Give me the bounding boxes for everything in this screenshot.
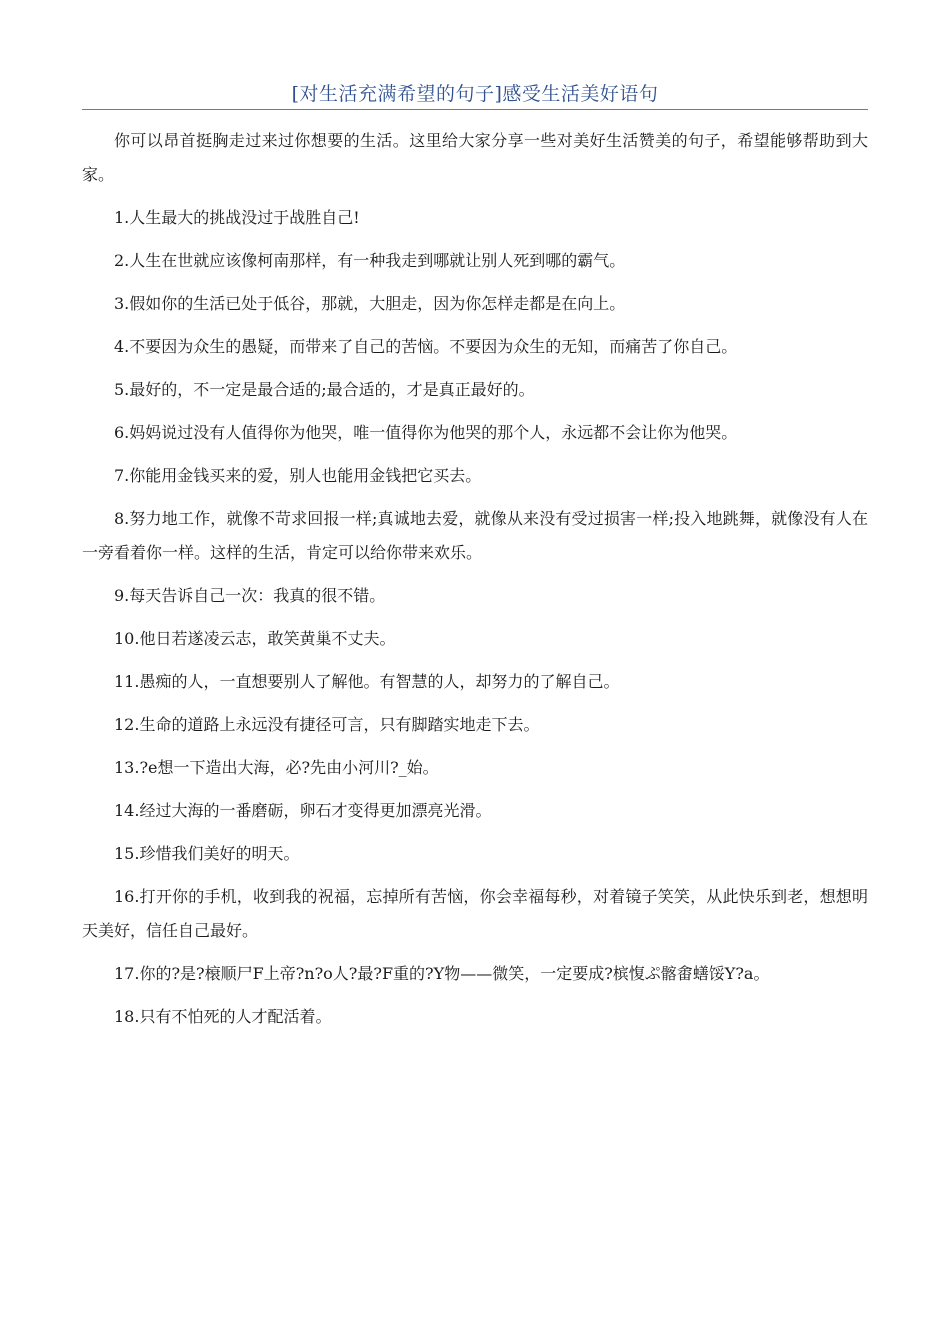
- list-item: 2.人生在世就应该像柯南那样，有一种我走到哪就让别人死到哪的霸气。: [114, 251, 626, 270]
- page-header-title: [对生活充满希望的句子]感受生活美好语句: [291, 83, 659, 105]
- list-item: 15.珍惜我们美好的明天。: [114, 844, 300, 863]
- header-divider: [82, 109, 868, 110]
- list-item: 3.假如你的生活已处于低谷，那就，大胆走，因为你怎样走都是在向上。: [114, 294, 626, 313]
- list-item: 14.经过大海的一番磨砺，卵石才变得更加漂亮光滑。: [114, 801, 492, 820]
- list-item: 17.你的?是?榱顺尸F上帝?n?o人?最?F重的?Y物——微笑，一定要成?槟愎ぷ髂畬蟮馁Y?a。: [114, 964, 770, 983]
- document-body: [82, 124, 868, 1043]
- list-item: 11.愚痴的人，一直想要别人了解他。有智慧的人，却努力的了解自己。: [114, 672, 620, 691]
- list-item: 16.打开你的手机，收到我的祝福，忘掉所有苦恼，你会幸福每秒，对着镜子笑笑，从此快乐到老，想想明天美好，信任自己最好。: [82, 887, 868, 940]
- list-item: 1.人生最大的挑战没过于战胜自己!: [114, 208, 360, 227]
- list-item: 8.努力地工作，就像不苛求回报一样;真诚地去爱，就像从来没有受过损害一样;投入地跳舞，就像没有人在一旁看着你一样。这样的生活，肯定可以给你带来欢乐。: [82, 509, 868, 562]
- intro-paragraph: 你可以昂首挺胸走过来过你想要的生活。这里给大家分享一些对美好生活赞美的句子，希望能够帮助到大家。: [82, 131, 868, 184]
- list-item: 6.妈妈说过没有人值得你为他哭，唯一值得你为他哭的那个人，永远都不会让你为他哭。: [114, 423, 738, 442]
- list-item: 12.生命的道路上永远没有捷径可言，只有脚踏实地走下去。: [114, 715, 540, 734]
- list-item: 5.最好的，不一定是最合适的;最合适的，才是真正最好的。: [114, 380, 535, 399]
- list-item: 9.每天告诉自己一次：我真的很不错。: [114, 586, 386, 605]
- list-item: 18.只有不怕死的人才配活着。: [114, 1007, 332, 1026]
- list-item: 4.不要因为众生的愚疑，而带来了自己的苦恼。不要因为众生的无知，而痛苦了你自己。: [114, 337, 738, 356]
- list-item: 13.?e想一下造出大海，必?先由小河川?_始。: [114, 758, 439, 777]
- list-item: 10.他日若遂凌云志，敢笑黄巢不丈夫。: [114, 629, 396, 648]
- list-item: 7.你能用金钱买来的爱，别人也能用金钱把它买去。: [114, 466, 482, 485]
